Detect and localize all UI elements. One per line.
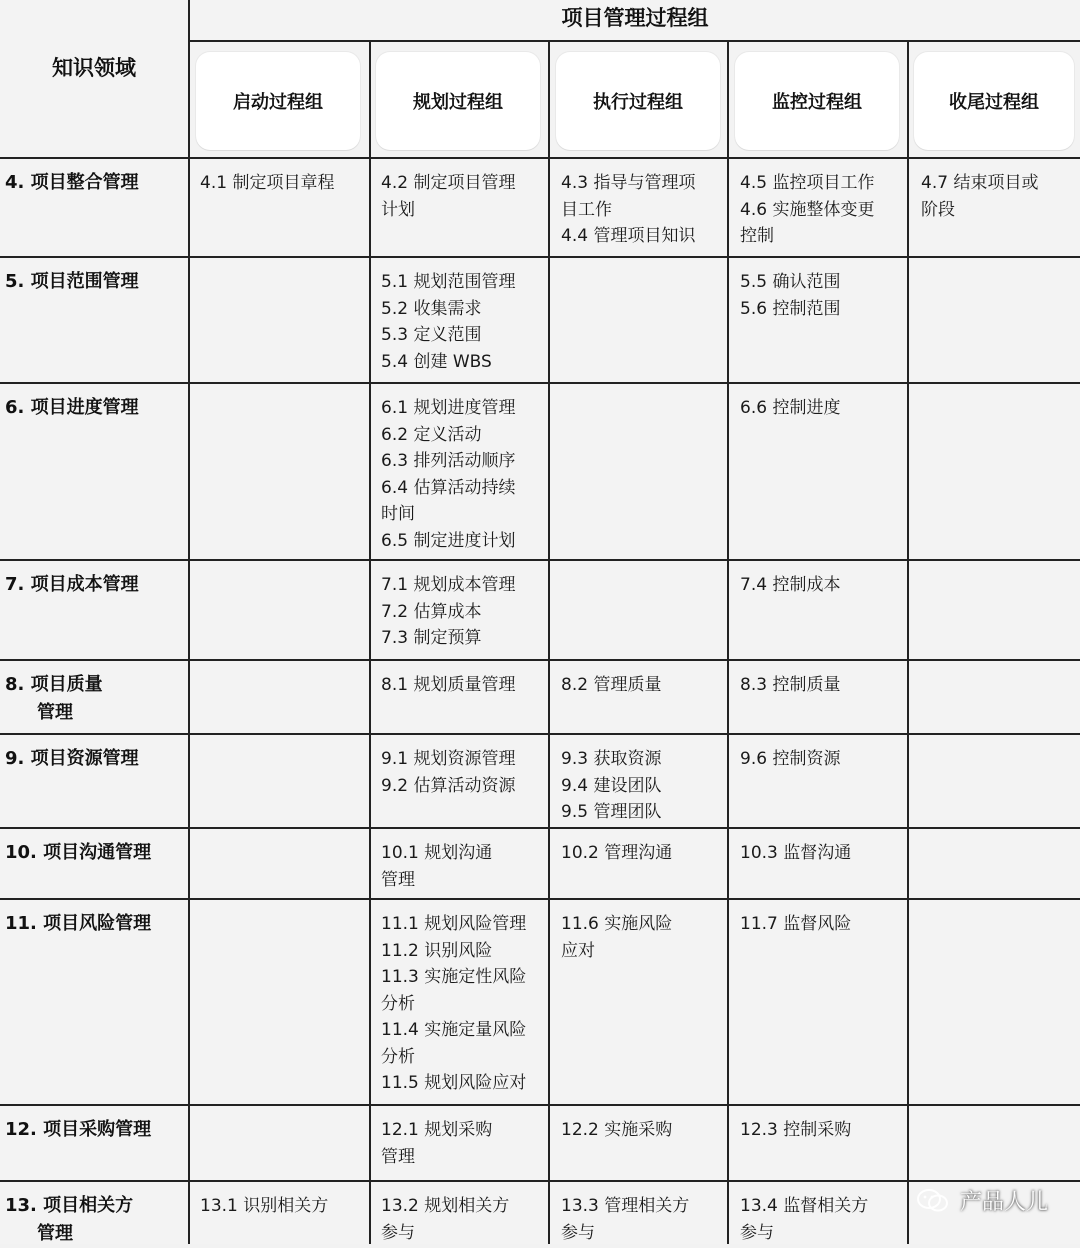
grid-line (0, 733, 1080, 735)
process-item: 5.1 规划范围管理 (381, 272, 516, 292)
process-item: 应对 (561, 940, 595, 961)
process-item: 9.2 估算活动资源 (381, 775, 516, 796)
group-header-1: 启动过程组 (196, 52, 360, 150)
process-item: 6.3 排列活动顺序 (381, 451, 516, 471)
process-item: 目工作 (561, 199, 612, 220)
process-cell (740, 269, 908, 322)
process-cell (381, 840, 549, 893)
process-item: 12.1 规划采购 (381, 1120, 493, 1140)
knowledge-area-label: 6. 项目进度管理 (5, 397, 139, 418)
process-item: 10.3 监督沟通 (740, 843, 852, 863)
process-item: 参与 (381, 1222, 415, 1243)
process-cell (740, 1117, 908, 1144)
watermark (916, 1185, 1048, 1216)
process-cell (561, 911, 729, 964)
process-cell (740, 572, 908, 599)
process-item: 分析 (381, 993, 415, 1014)
process-item: 6.1 规划进度管理 (381, 398, 516, 418)
process-cell (561, 1117, 729, 1144)
process-item: 控制 (740, 226, 774, 246)
process-cell (921, 170, 1080, 223)
process-item: 13.1 识别相关方 (200, 1196, 329, 1216)
knowledge-area-label: 5. 项目范围管理 (5, 271, 139, 292)
process-item: 11.5 规划风险应对 (381, 1073, 527, 1093)
process-item: 11.7 监督风险 (740, 914, 852, 934)
process-item: 11.2 识别风险 (381, 940, 493, 961)
process-cell (381, 672, 549, 699)
knowledge-area-label: 4. 项目整合管理 (5, 172, 139, 193)
process-cell (200, 1193, 368, 1220)
process-item: 4.7 结束项目或 (921, 173, 1039, 193)
process-cell (381, 269, 549, 375)
process-cell (381, 572, 549, 652)
process-item: 5.6 控制范围 (740, 298, 841, 319)
process-cell (740, 1193, 908, 1246)
grid-line (0, 559, 1080, 561)
grid-line (0, 256, 1080, 258)
process-cell (740, 840, 908, 867)
process-item: 4.2 制定项目管理 (381, 173, 516, 193)
process-item: 阶段 (921, 199, 955, 220)
knowledge-area-label: 10. 项目沟通管理 (5, 842, 152, 863)
process-item: 4.1 制定项目章程 (200, 173, 335, 193)
knowledge-area-label: 7. 项目成本管理 (5, 574, 139, 595)
group-header-3: 执行过程组 (556, 52, 720, 150)
process-item: 10.2 管理沟通 (561, 843, 673, 863)
process-item: 9.1 规划资源管理 (381, 749, 516, 769)
process-cell (740, 746, 908, 773)
knowledge-area-label: 8. 项目质量 管理 (5, 674, 103, 723)
process-item: 7.1 规划成本管理 (381, 575, 516, 595)
process-cell (381, 1193, 549, 1246)
process-item: 4.4 管理项目知识 (561, 226, 696, 246)
process-item: 6.2 定义活动 (381, 424, 482, 445)
process-item: 13.3 管理相关方 (561, 1196, 690, 1216)
grid-line (0, 827, 1080, 829)
process-item: 4.3 指导与管理项 (561, 173, 696, 193)
process-cell (561, 672, 729, 699)
grid-line (369, 40, 371, 1244)
grid-line (188, 40, 1080, 42)
chat-bubble-icon (916, 1188, 950, 1214)
process-item: 11.4 实施定量风险 (381, 1020, 527, 1040)
process-item: 时间 (381, 504, 415, 524)
process-item: 管理 (381, 869, 415, 890)
process-cell (740, 395, 908, 422)
grid-line (0, 898, 1080, 900)
process-item: 10.1 规划沟通 (381, 843, 493, 863)
process-item: 管理 (381, 1146, 415, 1167)
knowledge-area-label: 13. 项目相关方 管理 (5, 1195, 134, 1244)
process-item: 参与 (740, 1222, 774, 1243)
process-item: 参与 (561, 1222, 595, 1243)
process-item: 11.6 实施风险 (561, 914, 673, 934)
process-item: 计划 (381, 199, 415, 220)
process-item: 5.2 收集需求 (381, 298, 482, 319)
process-item: 12.3 控制采购 (740, 1120, 852, 1140)
process-item: 5.3 定义范围 (381, 325, 482, 345)
process-item: 7.4 控制成本 (740, 575, 841, 595)
process-item: 11.1 规划风险管理 (381, 914, 527, 934)
grid-line (0, 659, 1080, 661)
process-cell (381, 746, 549, 799)
grid-line (0, 1104, 1080, 1106)
process-cell (381, 1117, 549, 1170)
process-cell (381, 911, 549, 1097)
process-item: 7.3 制定预算 (381, 628, 482, 648)
process-cell (381, 170, 549, 223)
process-item: 8.1 规划质量管理 (381, 675, 516, 695)
process-item: 分析 (381, 1046, 415, 1067)
process-item: 9.6 控制资源 (740, 749, 841, 769)
process-item: 6.6 控制进度 (740, 398, 841, 418)
process-cell (200, 170, 368, 197)
process-item: 13.2 规划相关方 (381, 1196, 510, 1216)
watermark-text: 产品人儿 (959, 1190, 1048, 1215)
process-cell (740, 170, 908, 250)
process-item: 8.2 管理质量 (561, 675, 662, 695)
process-item: 6.4 估算活动持续 (381, 477, 516, 498)
process-cell (381, 395, 549, 554)
process-item: 5.4 创建 WBS (381, 351, 492, 372)
process-item: 7.2 估算成本 (381, 601, 482, 622)
process-cell (561, 1193, 729, 1246)
process-cell (561, 746, 729, 826)
grid-line (188, 0, 190, 1244)
group-header-5: 收尾过程组 (914, 52, 1074, 150)
process-item: 5.5 确认范围 (740, 272, 841, 292)
process-item: 13.4 监督相关方 (740, 1196, 869, 1216)
process-cell (740, 672, 908, 699)
grid-line (0, 157, 1080, 159)
knowledge-area-title: 知识领域 (52, 56, 136, 80)
knowledge-area-label: 11. 项目风险管理 (5, 913, 152, 934)
process-groups-title: 项目管理过程组 (561, 6, 709, 30)
group-header-2: 规划过程组 (376, 52, 540, 150)
process-cell (740, 911, 908, 938)
process-item: 12.2 实施采购 (561, 1120, 673, 1140)
process-item: 4.5 监控项目工作 (740, 173, 875, 193)
process-item: 6.5 制定进度计划 (381, 530, 516, 551)
group-header-4: 监控过程组 (735, 52, 899, 150)
knowledge-area-label: 12. 项目采购管理 (5, 1119, 152, 1140)
process-item: 8.3 控制质量 (740, 675, 841, 695)
grid-line (0, 382, 1080, 384)
process-item: 9.5 管理团队 (561, 802, 662, 822)
process-cell (561, 170, 729, 250)
process-item: 9.3 获取资源 (561, 749, 662, 769)
process-cell (561, 840, 729, 867)
knowledge-area-label: 9. 项目资源管理 (5, 748, 139, 769)
process-item: 4.6 实施整体变更 (740, 199, 875, 220)
process-item: 11.3 实施定性风险 (381, 967, 527, 987)
grid-line (0, 1180, 1080, 1182)
process-item: 9.4 建设团队 (561, 775, 662, 796)
